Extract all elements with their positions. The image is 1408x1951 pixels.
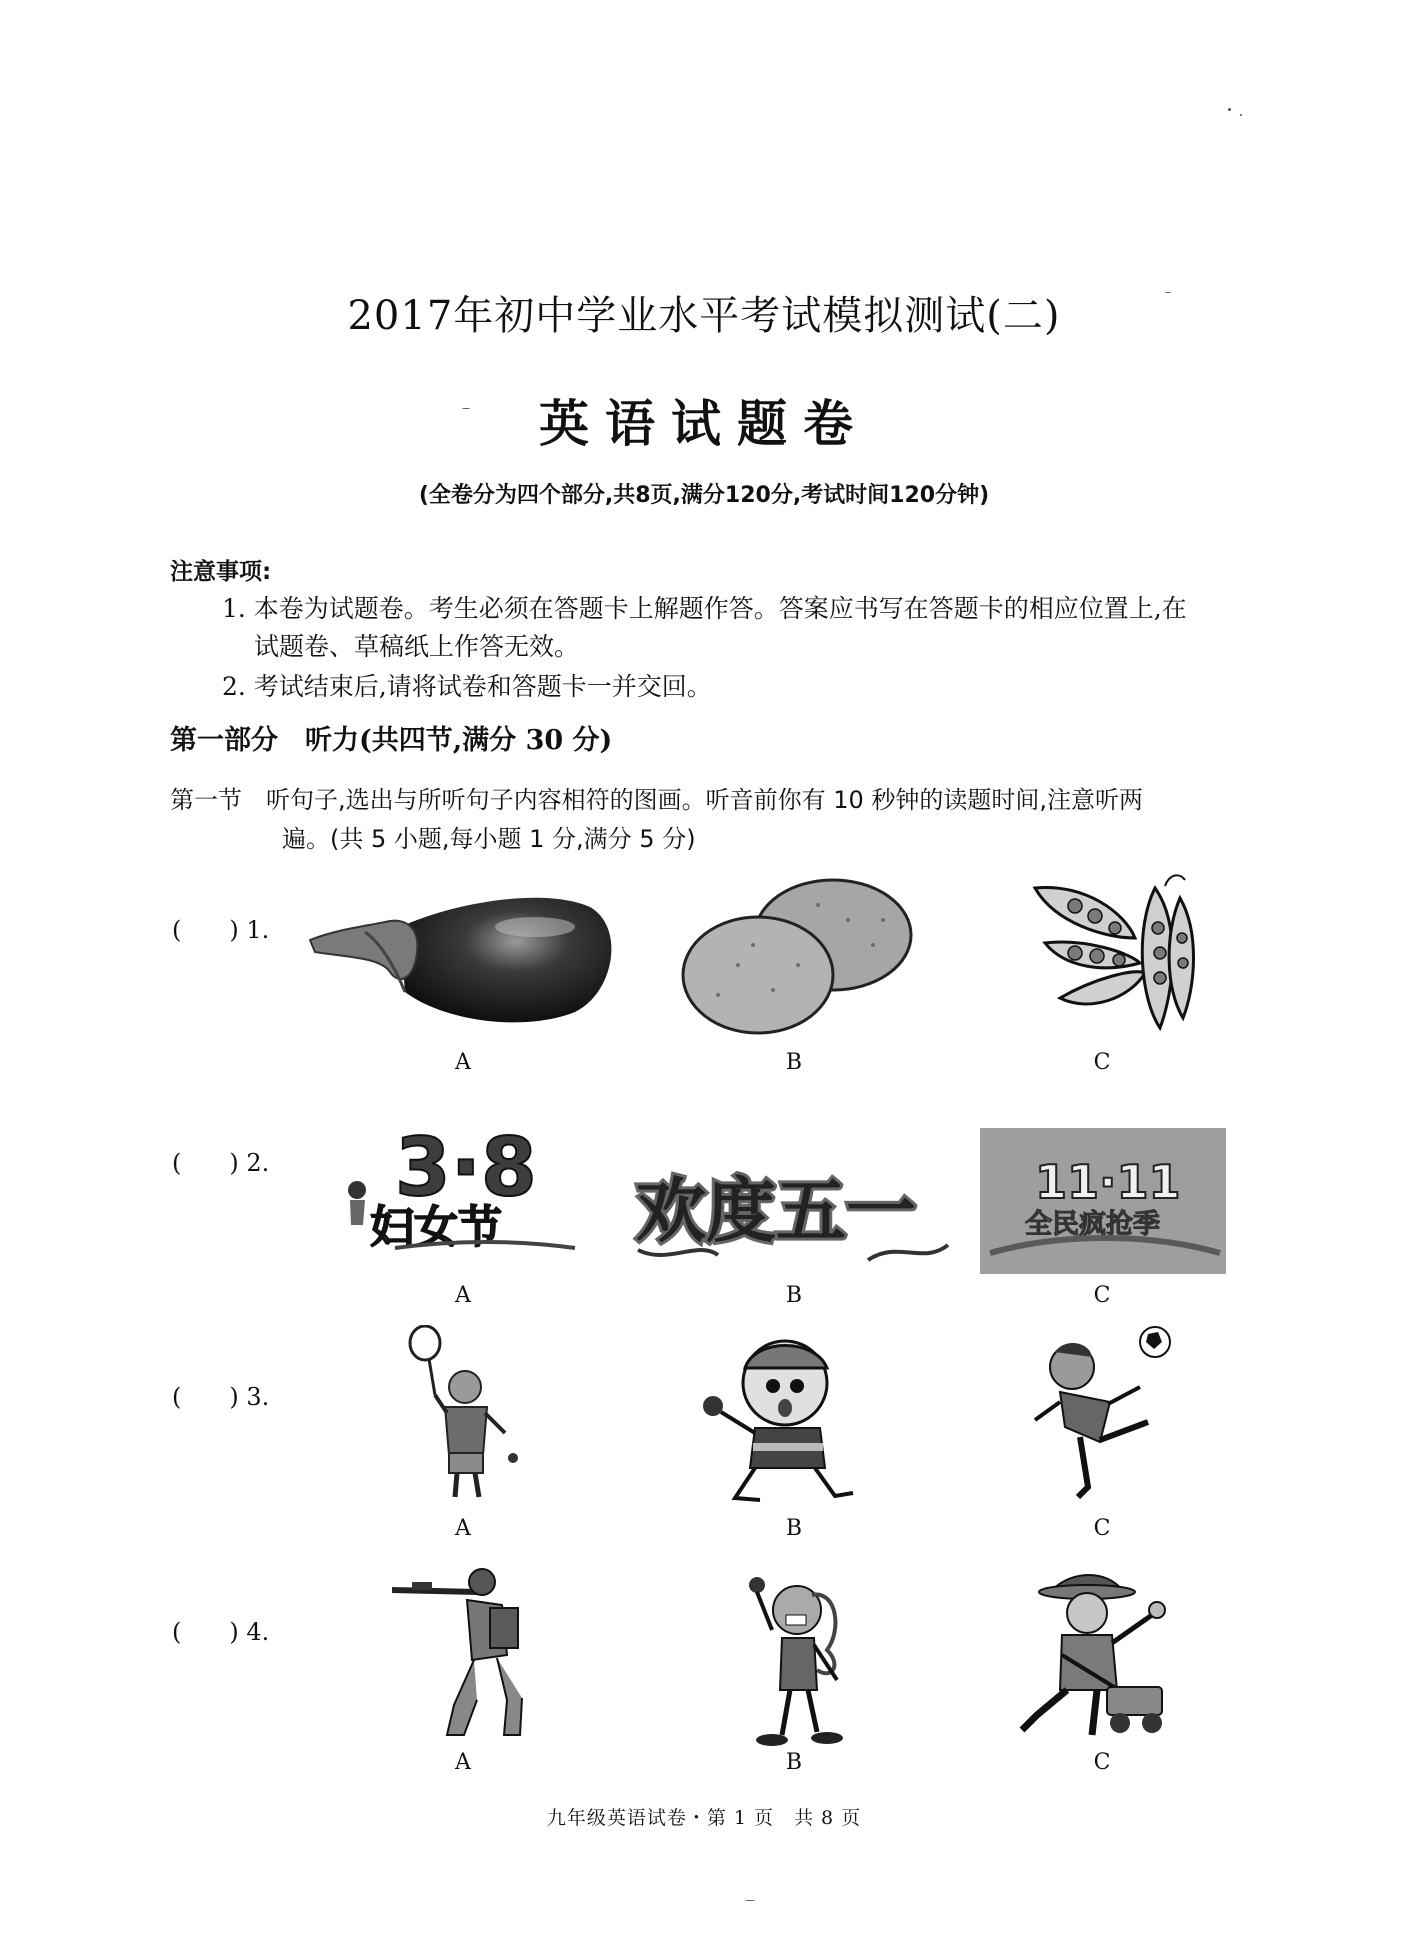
womens-day-text-b: 妇女节 bbox=[370, 1202, 502, 1253]
may-day-logo bbox=[628, 1130, 953, 1275]
q2-option-a: A bbox=[455, 1283, 471, 1308]
zombie-icon bbox=[742, 1570, 852, 1750]
eggplant-icon bbox=[305, 882, 625, 1032]
q3-option-a: A bbox=[455, 1516, 471, 1541]
q4-option-c: C bbox=[1093, 1750, 1111, 1775]
exam-subtitle: (全卷分为四个部分,共8页,满分120分,考试时间120分钟) bbox=[418, 483, 990, 508]
q1-option-a: A bbox=[455, 1050, 471, 1075]
page-footer: 九年级英语试卷・第 1 页 共 8 页 bbox=[546, 1807, 862, 1829]
subject-title: 英语试题卷 bbox=[539, 395, 869, 453]
peas-icon bbox=[1015, 868, 1205, 1038]
question-1-number: ( ) 1. bbox=[172, 916, 270, 944]
q3-option-c: C bbox=[1093, 1516, 1111, 1541]
notice-heading: 注意事项: bbox=[170, 559, 272, 585]
q4-option-b: B bbox=[785, 1750, 803, 1775]
ping-pong-player-icon bbox=[695, 1328, 865, 1508]
potato-icon bbox=[678, 870, 918, 1040]
exam-title: 2017年初中学业水平考试模拟测试(二) bbox=[347, 293, 1061, 339]
q3-option-b: B bbox=[785, 1516, 803, 1541]
soccer-player-icon bbox=[1030, 1322, 1180, 1507]
question-3-number: ( ) 3. bbox=[172, 1383, 270, 1411]
may-day-text: 欢度五一 bbox=[636, 1170, 916, 1252]
singles-day-text-b: 全民疯抢季 bbox=[1025, 1209, 1160, 1240]
section1-instructions: 第一节 听句子,选出与所听句子内容相符的图画。听音前你有 10 秒钟的读题时间,注意听两 bbox=[170, 786, 1144, 814]
section1-instructions-cont: 遍。(共 5 小题,每小题 1 分,满分 5 分) bbox=[282, 825, 696, 853]
singles-day-logo bbox=[980, 1128, 1226, 1274]
q2-option-c: C bbox=[1093, 1283, 1111, 1308]
singles-day-text-a: 11·11 bbox=[1035, 1155, 1181, 1209]
q2-option-b: B bbox=[785, 1283, 803, 1308]
notice-item-1: 1. 本卷为试题卷。考生必须在答题卡上解题作答。答案应书写在答题卡的相应位置上,在 bbox=[222, 594, 1187, 623]
notice-item-2: 2. 考试结束后,请将试卷和答题卡一并交回。 bbox=[222, 672, 712, 701]
notice-item-1-cont: 试题卷、草稿纸上作答无效。 bbox=[254, 632, 580, 661]
part1-heading: 第一部分 听力(共四节,满分 30 分) bbox=[170, 725, 613, 756]
q4-option-a: A bbox=[455, 1750, 471, 1775]
question-2-number: ( ) 2. bbox=[172, 1149, 270, 1177]
womens-day-text-a: 3·8 bbox=[395, 1121, 537, 1214]
womens-day-logo bbox=[335, 1120, 600, 1255]
q1-option-b: B bbox=[785, 1050, 803, 1075]
tennis-player-icon bbox=[405, 1325, 525, 1505]
gardener-mower-icon bbox=[1012, 1565, 1172, 1745]
q1-option-c: C bbox=[1093, 1050, 1111, 1075]
question-4-number: ( ) 4. bbox=[172, 1618, 270, 1646]
soldier-icon bbox=[392, 1560, 532, 1740]
